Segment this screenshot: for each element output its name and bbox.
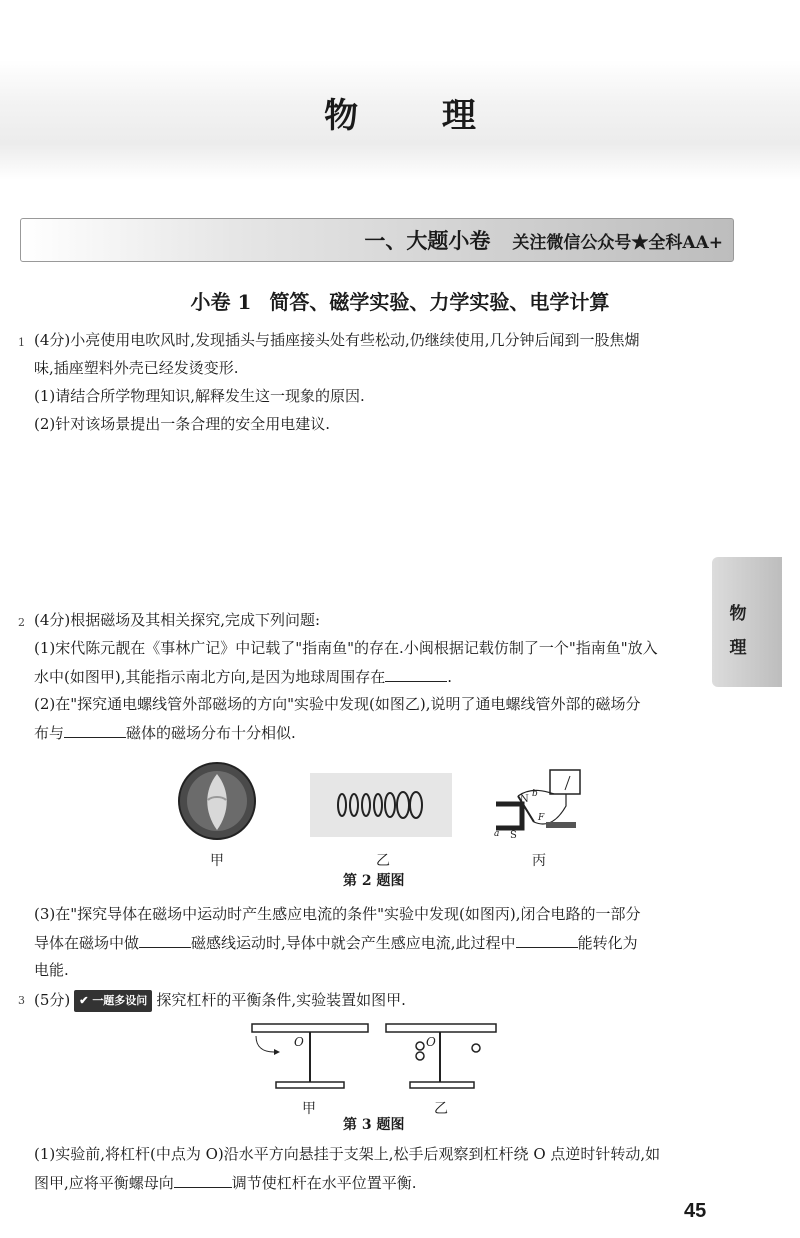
lever-a-pivot: O: [294, 1035, 304, 1049]
section-header: [364, 225, 723, 255]
quiz-topics: 简答、磁学实验、力学实验、电学计算: [269, 290, 610, 314]
subject-side-tab: [712, 557, 782, 687]
fig-label-f: F: [538, 813, 545, 823]
q2-sub1-text: 水中(如图甲),其能指示南北方向,是因为地球周围存在: [34, 668, 386, 686]
lever-b-pivot: O: [426, 1035, 436, 1049]
q2-number: 2: [18, 616, 25, 629]
check-icon: ✔: [79, 994, 89, 1007]
q2-sub3-text-a: 导体在磁场中做: [34, 934, 140, 952]
q2-sub3-line3: 电能.: [34, 961, 69, 979]
fig-label-s: S: [510, 830, 517, 841]
q2-sub2-line2: [34, 722, 296, 743]
q1-sub1: (1)请结合所学物理知识,解释发生这一现象的原因.: [34, 387, 365, 405]
section-header-bar: [20, 218, 734, 262]
q2-sub1-line2: [34, 666, 452, 687]
lever-figure-b: [386, 1024, 496, 1088]
q2-sub3-line2: [34, 932, 638, 953]
fig3-label-a: 甲: [302, 1101, 316, 1117]
q3-intro: 探究杠杆的平衡条件,实验装置如图甲.: [156, 991, 406, 1009]
q3-number: 3: [18, 994, 25, 1007]
fig2-label-b: 乙: [376, 853, 390, 869]
q1-number: 1: [18, 336, 25, 349]
quiz-number: 小卷 1: [190, 290, 252, 314]
fig2-label-c: 丙: [532, 853, 546, 869]
page-number: 45: [684, 1200, 707, 1222]
section-title: 一、大题小卷: [364, 228, 491, 253]
fig3-caption: 第 3 题图: [343, 1117, 405, 1133]
fig2-caption: 第 2 题图: [343, 873, 405, 889]
q2-blank-2[interactable]: [64, 722, 126, 738]
fig-label-b: b: [532, 789, 538, 799]
q2-sub2-line1: (2)在"探究通电螺线管外部磁场的方向"实验中发现(如图乙),说明了通电螺线管外部的磁场分: [34, 695, 641, 713]
q2-blank-4[interactable]: [516, 932, 578, 948]
q2-sub3-text-c: 能转化为: [577, 934, 638, 952]
side-tab-char-1: 物: [729, 604, 747, 624]
q2-sub3-line1: (3)在"探究导体在磁场中运动时产生感应电流的条件"实验中发现(如图丙),闭合电路的一部分: [34, 905, 641, 923]
page-title: 物 理: [324, 96, 512, 136]
figure-compass-fish: [172, 760, 262, 842]
q3-tag-text: 一题多设问: [92, 994, 148, 1007]
figure-solenoid: [310, 773, 452, 837]
q3-tag: [74, 990, 152, 1012]
q1-line2: 味,插座塑料外壳已经发烫变形.: [34, 359, 239, 377]
section-promo: 关注微信公众号★全科AA+: [512, 233, 723, 253]
q2-intro: (4分)根据磁场及其相关探究,完成下列问题:: [34, 611, 321, 629]
q2-sub3-text-b: 磁感线运动时,导体中就会产生感应电流,此过程中: [191, 934, 516, 952]
q1-sub2: (2)针对该场景提出一条合理的安全用电建议.: [34, 415, 331, 433]
q3-score: (5分): [34, 991, 71, 1009]
figure-lever-setup: [236, 1018, 516, 1094]
fig-label-a: a: [494, 829, 500, 839]
q3-sub1-text-a: 图甲,应将平衡螺母向: [34, 1174, 174, 1192]
q3-sub1-line1: (1)实验前,将杠杆(中点为 O)沿水平方向悬挂于支架上,松手后观察到杠杆绕 O 点逆时针转动,如: [34, 1145, 661, 1163]
q2-sub2-text-b: 磁体的磁场分布十分相似.: [126, 724, 296, 742]
quiz-title: [0, 286, 800, 315]
q1-line1: (4分)小亮使用电吹风时,发现插头与插座接头处有些松动,仍继续使用,几分钟后闻到一股焦煳: [34, 331, 640, 349]
q2-blank-3[interactable]: [139, 932, 191, 948]
fig3-label-b: 乙: [434, 1101, 448, 1117]
q2-sub2-text-a: 布与: [34, 724, 65, 742]
q3-sub1-line2: [34, 1172, 417, 1193]
q2-blank-1[interactable]: [385, 666, 447, 682]
fig-label-n: N: [520, 794, 529, 805]
fig2-label-a: 甲: [210, 853, 224, 869]
lever-figure-a: [252, 1024, 368, 1088]
side-tab-char-2: 理: [729, 638, 747, 658]
q3-intro-line: [34, 990, 406, 1012]
q2-sub1-end: .: [447, 668, 453, 686]
q3-sub1-text-b: 调节使杠杆在水平位置平衡.: [231, 1174, 417, 1192]
q2-sub1-line1: (1)宋代陈元靓在《事林广记》中记载了"指南鱼"的存在.小闽根据记载仿制了一个"指南鱼"放入: [34, 639, 658, 657]
q3-blank-1[interactable]: [174, 1172, 232, 1188]
figure-induction-setup: [488, 766, 588, 842]
